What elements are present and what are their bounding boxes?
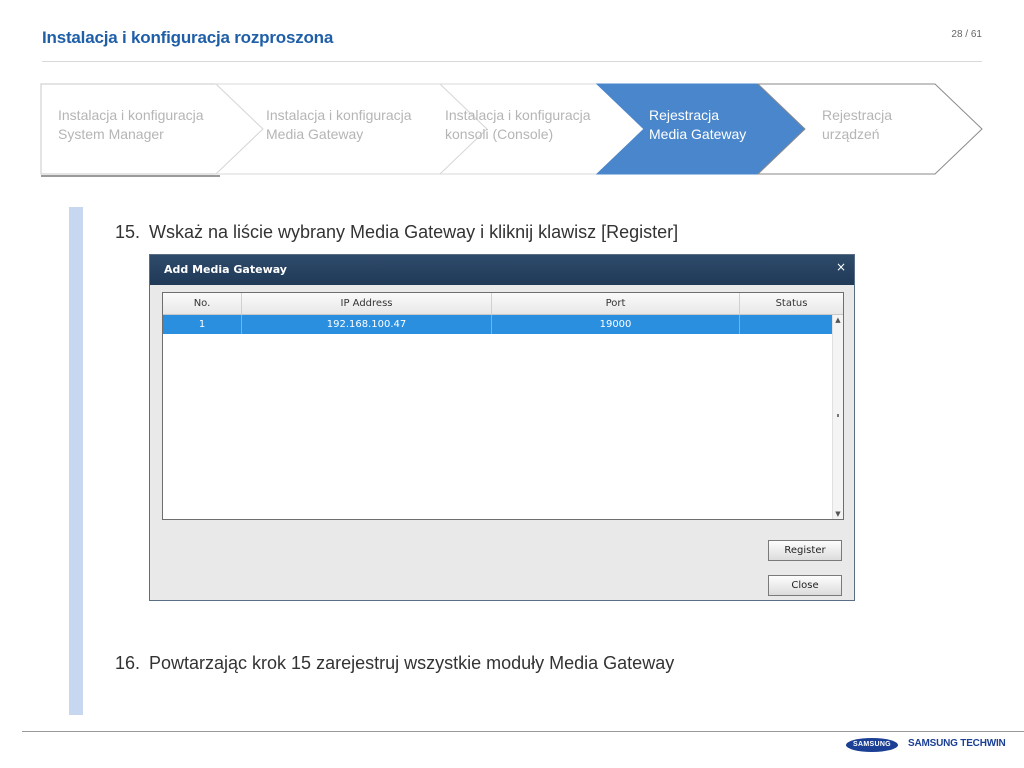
step-2-line1: Instalacja i konfiguracja bbox=[266, 107, 412, 123]
instruction-16-number: 16. bbox=[115, 653, 141, 673]
scroll-down-icon[interactable]: ▼ bbox=[835, 510, 841, 518]
column-header-port[interactable]: Port bbox=[492, 293, 740, 314]
scroll-thumb[interactable] bbox=[837, 414, 839, 417]
cell-port: 19000 bbox=[492, 315, 740, 334]
step-4-line1: Rejestracja bbox=[649, 107, 720, 123]
step-2-line2: Media Gateway bbox=[266, 126, 364, 142]
page-number: 28 / 61 bbox=[951, 29, 982, 40]
close-button[interactable]: Close bbox=[768, 575, 842, 596]
scroll-up-icon[interactable]: ▲ bbox=[835, 316, 841, 324]
column-header-ip-address[interactable]: IP Address bbox=[242, 293, 492, 314]
table-row[interactable] bbox=[163, 315, 832, 334]
register-button[interactable]: Register bbox=[768, 540, 842, 561]
step-5 bbox=[822, 106, 892, 144]
instruction-15 bbox=[115, 222, 678, 243]
cell-ip-address: 192.168.100.47 bbox=[242, 315, 492, 334]
step-3-line2: konsoli (Console) bbox=[445, 126, 554, 142]
step-5-line1: Rejestracja bbox=[822, 107, 893, 123]
accent-bar bbox=[69, 207, 83, 715]
footer-divider bbox=[22, 731, 1024, 732]
samsung-logo: SAMSUNG bbox=[846, 738, 898, 752]
table-header bbox=[163, 293, 843, 315]
gateway-table bbox=[162, 292, 844, 520]
instruction-15-number: 15. bbox=[115, 222, 141, 242]
close-icon[interactable]: × bbox=[835, 260, 847, 274]
column-header-no[interactable]: No. bbox=[163, 293, 242, 314]
step-2 bbox=[266, 106, 412, 144]
brand-name: SAMSUNG TECHWIN bbox=[908, 738, 1006, 749]
step-3-line1: Instalacja i konfiguracja bbox=[445, 107, 591, 123]
add-media-gateway-dialog bbox=[149, 254, 855, 601]
process-steps bbox=[40, 83, 984, 179]
instruction-15-text: Wskaż na liście wybrany Media Gateway i kliknij klawisz [Register] bbox=[149, 222, 679, 242]
instruction-16-text: Powtarzając krok 15 zarejestruj wszystkie moduły Media Gateway bbox=[149, 653, 675, 673]
cell-no: 1 bbox=[163, 315, 242, 334]
vertical-scrollbar[interactable] bbox=[832, 315, 843, 519]
cell-status bbox=[740, 315, 832, 334]
dialog-title: Add Media Gateway bbox=[164, 263, 287, 276]
step-3 bbox=[445, 106, 591, 144]
page-title: Instalacja i konfiguracja rozproszona bbox=[42, 28, 334, 47]
step-4-line2: Media Gateway bbox=[649, 126, 747, 142]
dialog-titlebar bbox=[150, 255, 854, 285]
step-5-line2: urządzeń bbox=[822, 126, 880, 142]
title-divider bbox=[42, 61, 982, 62]
instruction-16 bbox=[115, 653, 674, 674]
step-1 bbox=[58, 106, 204, 144]
step-1-line2: System Manager bbox=[58, 126, 164, 142]
column-header-status[interactable]: Status bbox=[775, 298, 808, 309]
step-1-line1: Instalacja i konfiguracja bbox=[58, 107, 204, 123]
step-4-active bbox=[649, 106, 746, 144]
